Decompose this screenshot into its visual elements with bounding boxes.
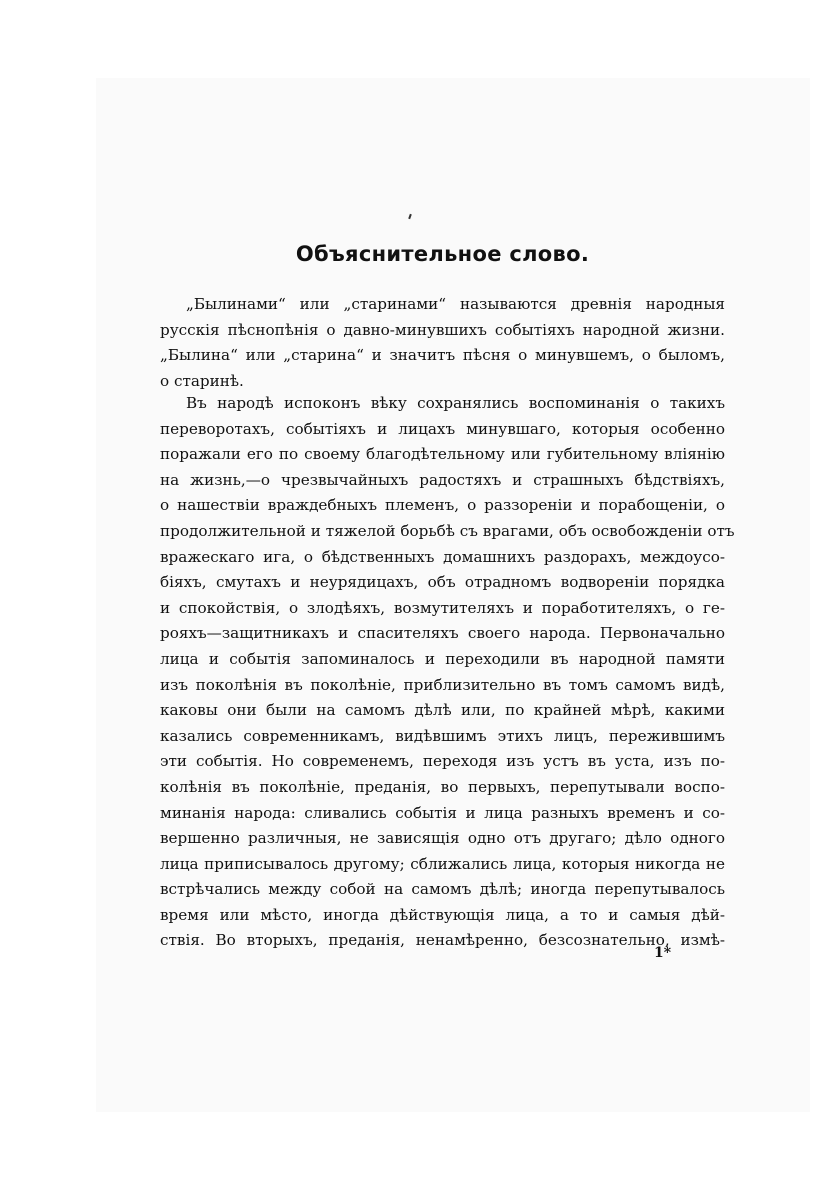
text-line: минанія народа: сливались событія и лица разныхъ временъ и со- xyxy=(160,803,725,822)
text-line: на жизнь,—о чрезвычайныхъ радостяхъ и страшныхъ бѣдствіяхъ, xyxy=(160,470,725,489)
text-line: каковы они были на самомъ дѣлѣ или, по крайней мѣрѣ, какими xyxy=(160,701,725,720)
text-line: лица и событія запоминалось и переходили въ народной памяти xyxy=(160,649,725,668)
text-line: и спокойствія, о злодѣяхъ, возмутителяхъ и поработителяхъ, о ге- xyxy=(160,598,725,617)
page-title: Объяснительное слово. xyxy=(295,242,590,266)
text-line: ствія. Во вторыхъ, преданія, ненамѣренно, безсознательно, измѣ- xyxy=(160,931,725,950)
text-line: колѣнія въ поколѣніе, преданія, во первыхъ, перепутывали воспо- xyxy=(160,777,725,796)
text-line: о нашествіи враждебныхъ племенъ, о раззореніи и порабощеніи, о xyxy=(160,496,725,515)
text-line: лица приписывалось другому; сближались лица, которыя никогда не xyxy=(160,854,725,873)
text-line: вершенно различныя, не зависящія одно отъ другаго; дѣло одного xyxy=(160,829,725,848)
text-line: изъ поколѣнія въ поколѣніе, приблизительно въ томъ самомъ видѣ, xyxy=(160,675,725,694)
text-line: эти событія. Но современемъ, переходя изъ устъ въ уста, изъ по- xyxy=(160,752,725,771)
paragraph-1 xyxy=(160,292,725,394)
text-line: „Былинами“ или „старинами“ называются древнія народныя xyxy=(186,295,725,313)
text-line: переворотахъ, событіяхъ и лицахъ минувшаго, которыя особенно xyxy=(160,419,725,438)
text-line: казались современникамъ, видѣвшимъ этихъ лицъ, пережившимъ xyxy=(160,726,725,745)
text-line: Въ народѣ испоконъ вѣку сохранялись воспоминанія о такихъ xyxy=(186,394,725,412)
text-line: „Былина“ или „старина“ и значитъ пѣсня о минувшемъ, о быломъ, xyxy=(160,346,725,365)
text-line: о старинѣ. xyxy=(160,371,244,390)
text-line: рояхъ—защитникахъ и спасителяхъ своего народа. Первоначально xyxy=(160,624,725,643)
text-line: продолжительной и тяжелой борьбѣ съ врагами, объ освобожденіи отъ xyxy=(160,521,735,540)
text-line: встрѣчались между собой на самомъ дѣлѣ; иногда перепутывалось xyxy=(160,880,725,899)
text-line: русскія пѣснопѣнія о давно-минувшихъ событіяхъ народной жизни. xyxy=(160,320,725,339)
text-line: вражескаго ига, о бѣдственныхъ домашнихъ раздорахъ, междоусо- xyxy=(160,547,725,566)
text-line: біяхъ, смутахъ и неурядицахъ, объ отрадномъ водвореніи порядка xyxy=(160,573,725,592)
page-number: 1* xyxy=(654,945,672,961)
text-line: время или мѣсто, иногда дѣйствующія лица, а то и самыя дѣй- xyxy=(160,905,725,924)
text-line: поражали его по своему благодѣтельному или губительному вліянію xyxy=(160,445,725,464)
paragraph-2 xyxy=(160,391,735,954)
